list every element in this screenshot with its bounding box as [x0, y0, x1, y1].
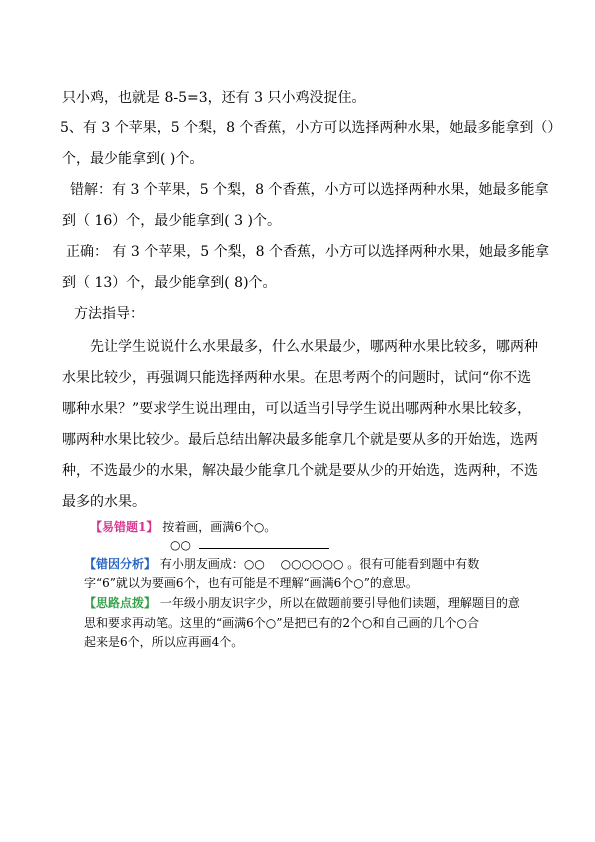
given-circles: ○○: [170, 538, 191, 552]
guidance-paragraph-line: 先让学生说说什么水果最多，什么水果最少，哪两种水果比较多，哪两种: [90, 339, 538, 355]
error-analysis-text: 有小朋友画成：○○: [159, 557, 265, 571]
approach-line: 起来是6个，所以应再画4个。: [84, 635, 244, 649]
error-analysis-line: [84, 555, 479, 573]
question-line: 个，最少能拿到( )个。: [62, 151, 204, 167]
correct-answer-line: 正确： 有 3 个苹果，5 个梨，8 个香蕉，小方可以选择两种水果，她最多能拿: [66, 244, 549, 260]
drawn-circles: ○○○○○○: [280, 557, 344, 571]
guidance-paragraph-line: 种，不选最少的水果，解决最少能拿几个就是要从少的开始选，选两种，不选: [62, 463, 538, 479]
guidance-paragraph-line: 哪两种水果比较少。最后总结出解决最多能拿几个就是要从多的开始选，选两: [62, 432, 538, 448]
approach-tag: 【思路点拨】: [84, 596, 157, 610]
wrong-answer-line: 到（ 16）个，最少能拿到( 3 )个。: [62, 213, 281, 229]
answer-blank: [199, 536, 329, 549]
example-circles-line: [170, 536, 329, 554]
guidance-paragraph-line: 哪种水果？”要求学生说出理由，可以适当引导学生说出哪两种水果比较多，: [62, 401, 532, 417]
approach-text: 一年级小朋友识字少，所以在做题前要引导他们读题，理解题目的意: [159, 596, 520, 610]
text-line: 只小鸡，也就是 8-5=3，还有 3 只小鸡没捉住。: [62, 90, 366, 106]
approach-line: [84, 594, 520, 612]
guidance-paragraph-line: 最多的水果。: [62, 494, 146, 510]
error-analysis-tag: 【错因分析】: [84, 557, 157, 571]
example-question-text: 按着画，画满6个○。: [162, 520, 277, 534]
question-line: 5、有 3 个苹果，5 个梨，8 个香蕉，小方可以选择两种水果，她最多能拿到（）: [60, 120, 562, 136]
error-analysis-text: 。很有可能看到题中有数: [347, 557, 480, 571]
error-analysis-line: 字“6”就以为要画6个，也有可能是不理解“画满6个○”的意思。: [84, 576, 418, 590]
guidance-paragraph-line: 水果比较少，再强调只能选择两种水果。在思考两个的问题时，试问“你不选: [62, 370, 532, 386]
approach-line: 思和要求再动笔。这里的“画满6个○”是把已有的2个○和自己画的几个○合: [84, 616, 479, 630]
method-heading: 方法指导：: [74, 306, 144, 322]
wrong-answer-line: 错解：有 3 个苹果，5 个梨，8 个香蕉，小方可以选择两种水果，她最多能拿: [70, 182, 549, 198]
error-prone-tag: 【易错题1】: [90, 520, 159, 534]
correct-answer-line: 到（ 13）个，最少能拿到( 8)个。: [62, 275, 277, 291]
example-question-line: [90, 518, 276, 536]
